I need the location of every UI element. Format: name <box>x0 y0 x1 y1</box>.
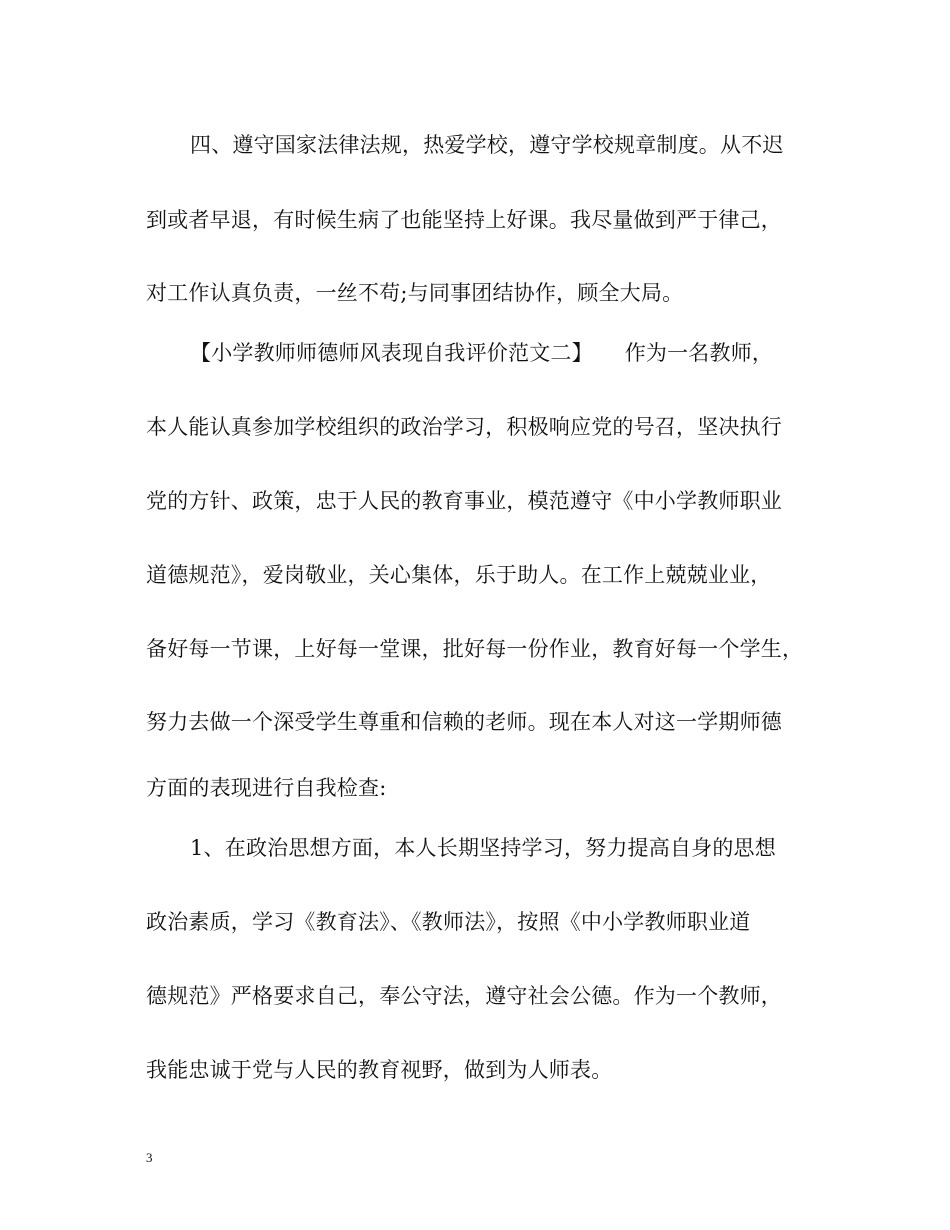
section-heading-line: 【小学教师师德师风表现自我评价范文二】 作为一名教师， <box>190 341 774 365</box>
paragraph-line: 德规范》严格要求自己，奉公守法，遵守社会公德。作为一个教师， <box>146 984 782 1008</box>
page-number: 3 <box>146 1150 153 1165</box>
paragraph-line: 道德规范》，爱岗敬业，关心集体，乐于助人。在工作上兢兢业业， <box>146 563 772 587</box>
paragraph-line: 我能忠诚于党与人民的教育视野，做到为人师表。 <box>146 1058 613 1082</box>
paragraph-line: 到或者早退，有时候生病了也能坚持上好课。我尽量做到严于律己， <box>146 208 782 232</box>
paragraph-line: 备好每一节课，上好每一堂课，批好每一份作业，教育好每一个学生， <box>146 637 804 661</box>
paragraph-line: 方面的表现进行自我检查: <box>146 776 387 800</box>
paragraph-line: 本人能认真参加学校组织的政治学习，积极响应党的号召，坚决执行 <box>146 415 782 439</box>
paragraph-line: 四、遵守国家法律法规，热爱学校，遵守学校规章制度。从不迟 <box>190 133 784 157</box>
paragraph-line: 对工作认真负责，一丝不苟;与同事团结协作，顾全大局。 <box>146 281 684 305</box>
paragraph-line: 1、在政治思想方面，本人长期坚持学习，努力提高自身的思想 <box>190 836 776 860</box>
paragraph-line: 努力去做一个深受学生尊重和信赖的老师。现在本人对这一学期师德 <box>146 710 782 734</box>
paragraph-line: 政治素质，学习《教育法》、《教师法》，按照《中小学教师职业道 <box>146 910 751 934</box>
paragraph-line: 党的方针、政策，忠于人民的教育事业，模范遵守《中小学教师职业 <box>146 489 782 513</box>
